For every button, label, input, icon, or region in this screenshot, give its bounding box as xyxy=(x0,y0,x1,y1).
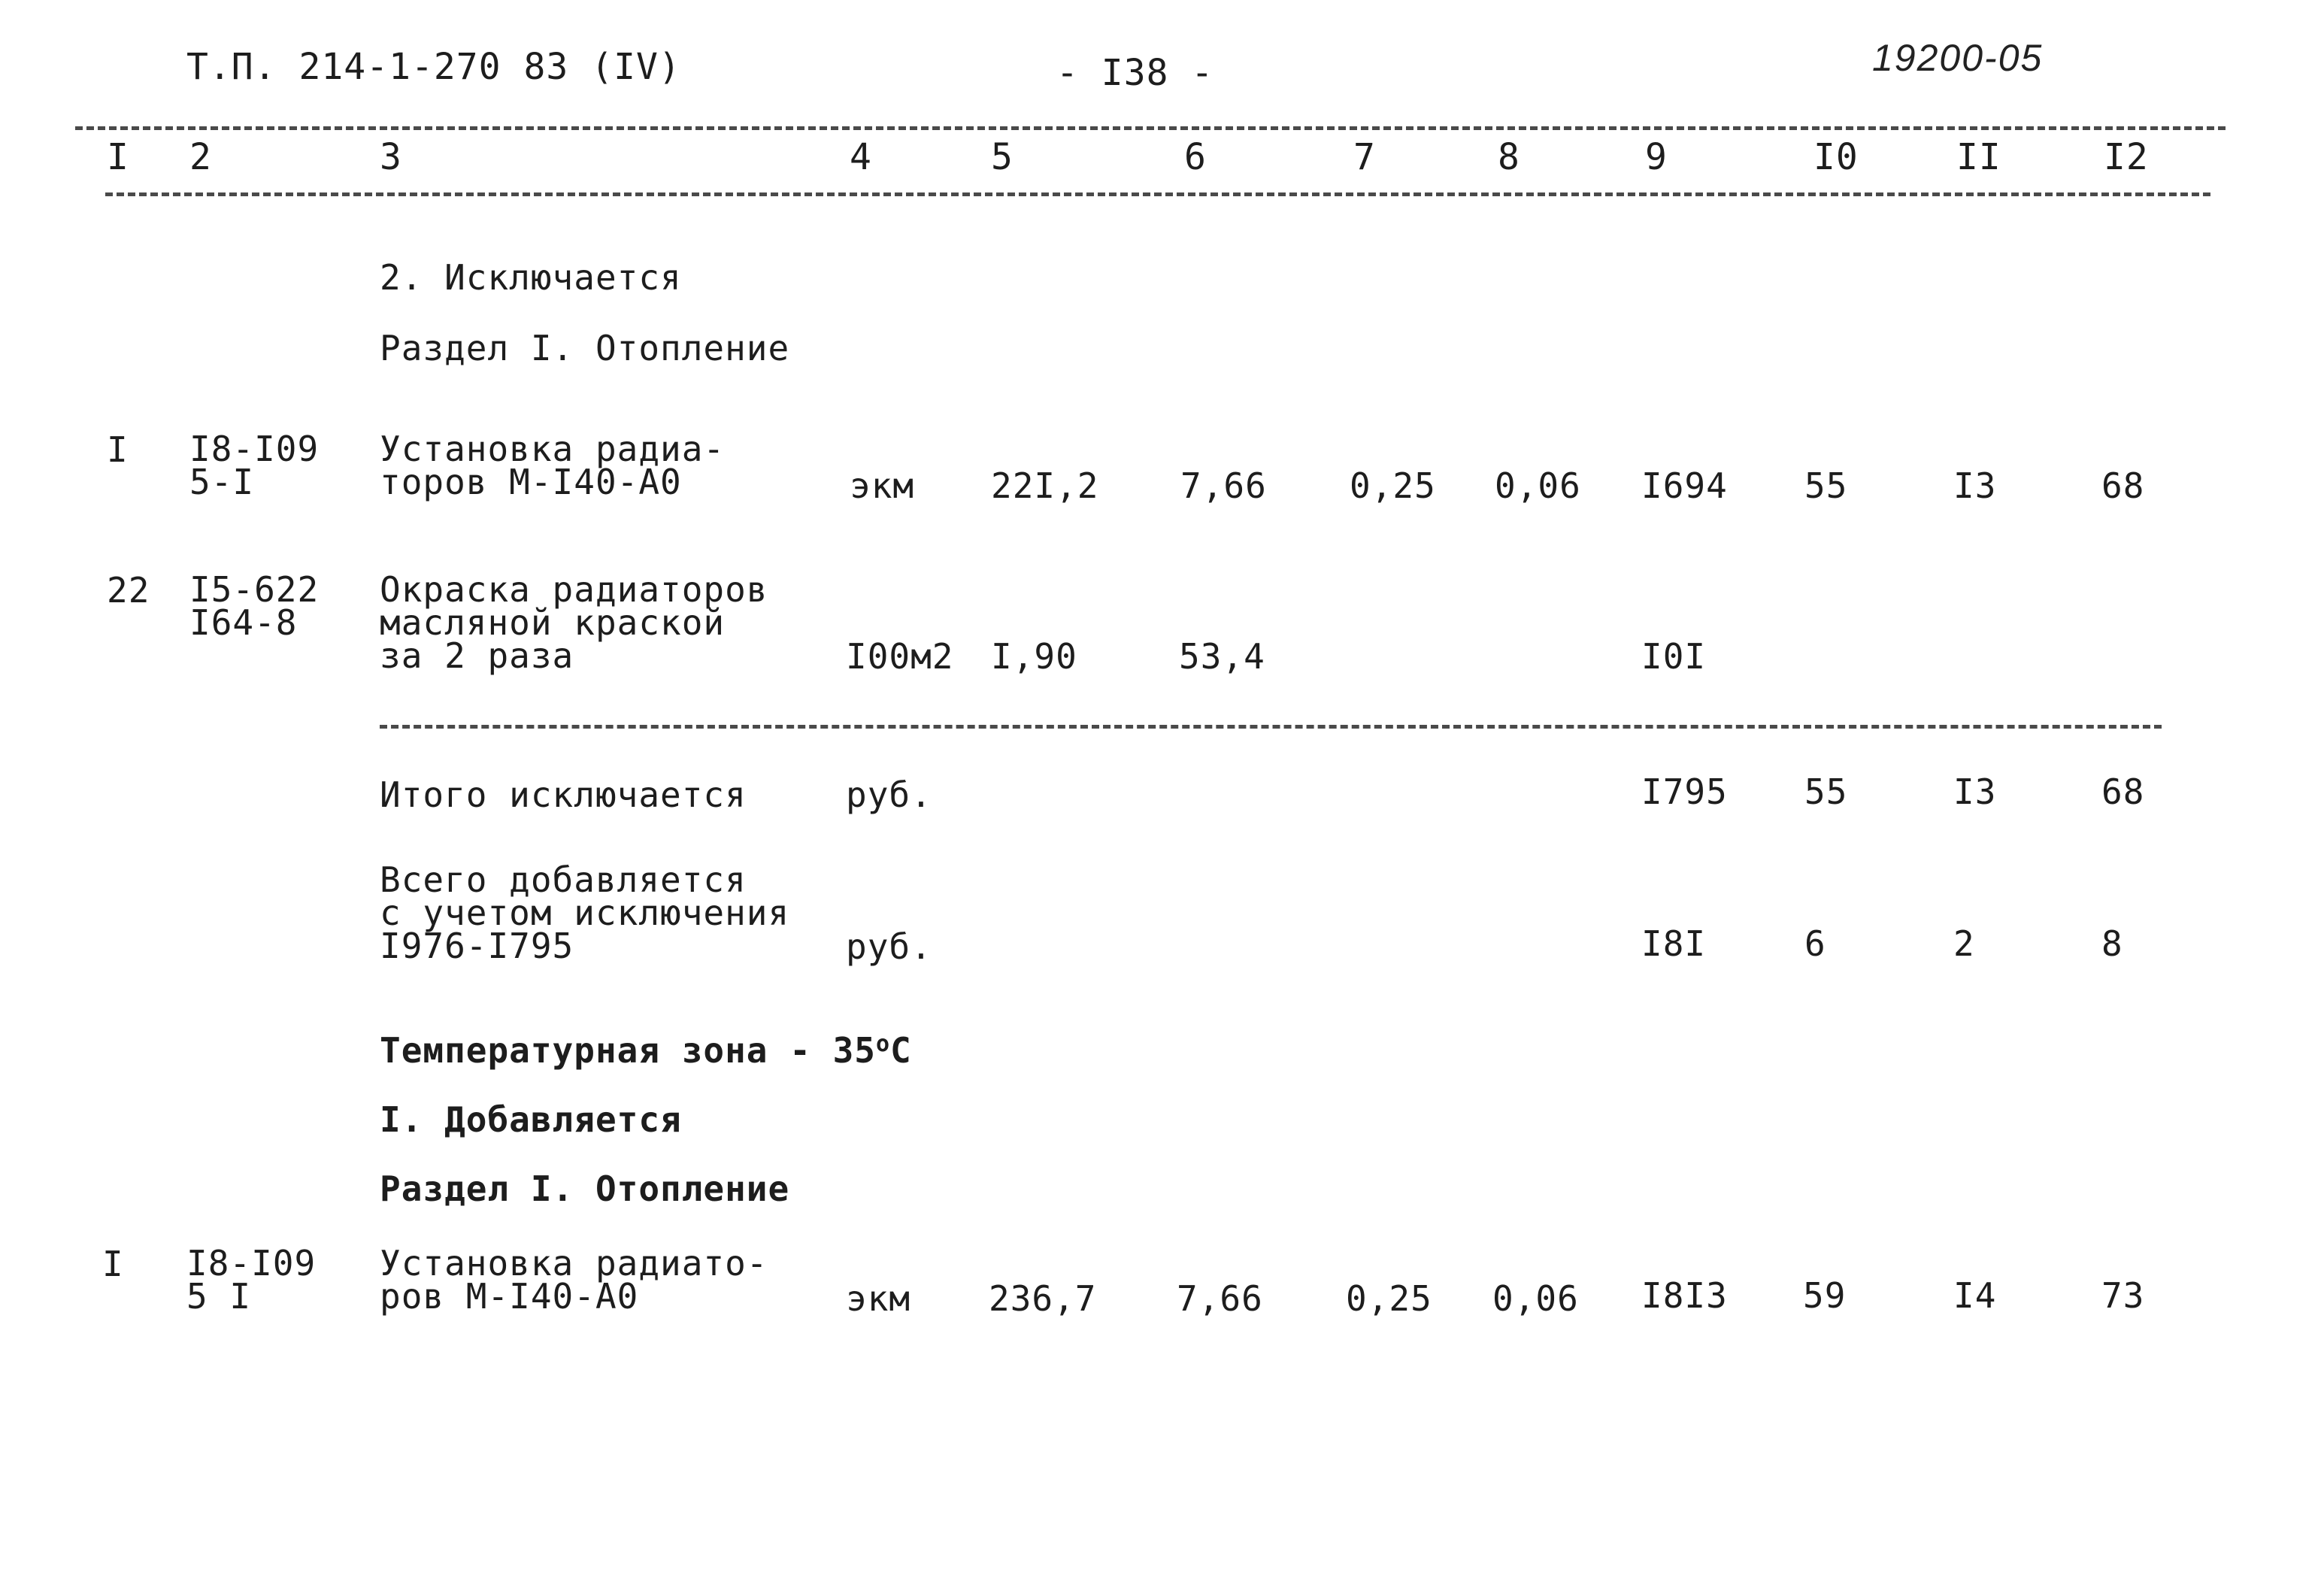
subtotal-rule xyxy=(380,725,2162,729)
column-header: 4 xyxy=(850,136,872,178)
unit: руб. xyxy=(846,774,932,815)
quantity: 236,7 xyxy=(989,1278,1097,1319)
col-7-value: 0,25 xyxy=(1346,1278,1432,1319)
header-bottom-rule xyxy=(105,192,2210,196)
column-header: I xyxy=(107,136,129,178)
row-number: 22 xyxy=(107,570,150,611)
temperature-zone-unit: C xyxy=(890,1030,912,1071)
column-header: I2 xyxy=(2104,136,2149,178)
excluded-heading: 2. Исключается xyxy=(380,257,682,298)
col-11-value: I4 xyxy=(1953,1275,1997,1316)
archive-number: 19200-05 xyxy=(1872,37,2044,79)
temperature-zone xyxy=(380,1030,912,1071)
col-12-value: 68 xyxy=(2101,771,2145,812)
column-header: II xyxy=(1956,136,2001,178)
norm-code: I8-I09 5 I xyxy=(186,1243,317,1317)
col-10-value: 55 xyxy=(1804,465,1848,506)
norm-code: I8-I09 5-I xyxy=(189,429,320,502)
col-10-value: 55 xyxy=(1804,771,1848,812)
subtotal-label: Итого исключается xyxy=(380,774,747,815)
unit-cost: 7,66 xyxy=(1180,465,1267,506)
excluded-section-title: Раздел I. Отопление xyxy=(380,328,790,368)
unit: экм xyxy=(850,465,915,506)
col-11-value: 2 xyxy=(1953,923,1975,964)
page-number: - I38 - xyxy=(1056,52,1214,94)
quantity: I,90 xyxy=(991,636,1077,677)
degree-mark: o xyxy=(875,1031,891,1057)
col-7-value: 0,25 xyxy=(1350,465,1436,506)
col-12-value: 68 xyxy=(2101,465,2145,506)
col-12-value: 73 xyxy=(2101,1275,2145,1316)
column-header: 5 xyxy=(991,136,1014,178)
quantity: 22I,2 xyxy=(991,465,1099,506)
unit: руб. xyxy=(846,926,932,967)
unit-cost: 7,66 xyxy=(1177,1278,1263,1319)
total-cost: I8I xyxy=(1641,923,1707,964)
total-cost: I694 xyxy=(1641,465,1728,506)
temperature-zone-label: Температурная зона - xyxy=(380,1030,811,1071)
row-number: I xyxy=(107,429,129,470)
temperature-zone-value: 35 xyxy=(832,1030,876,1071)
total-cost: I8I3 xyxy=(1641,1275,1728,1316)
column-header: 7 xyxy=(1353,136,1376,178)
column-header: 6 xyxy=(1184,136,1207,178)
unit: экм xyxy=(846,1278,911,1319)
norm-code: I5-622 I64-8 xyxy=(189,569,320,643)
work-description: Окраска радиаторов масляной краской за 2 раза xyxy=(380,569,768,676)
total-cost: I795 xyxy=(1641,771,1728,812)
added-heading: I. Добавляется xyxy=(380,1099,682,1140)
work-description: Установка радиа- торов М-I40-А0 xyxy=(380,429,726,502)
col-11-value: I3 xyxy=(1953,771,1997,812)
added-section-title: Раздел I. Отопление xyxy=(380,1168,790,1209)
column-header: 3 xyxy=(380,136,402,178)
col-12-value: 8 xyxy=(2101,923,2123,964)
column-header: I0 xyxy=(1813,136,1859,178)
unit-cost: 53,4 xyxy=(1179,636,1265,677)
document-code: Т.П. 214-1-270 83 (IV) xyxy=(186,46,681,88)
col-10-value: 6 xyxy=(1804,923,1826,964)
unit: I00м2 xyxy=(846,636,954,677)
column-header: 8 xyxy=(1498,136,1520,178)
col-8-value: 0,06 xyxy=(1495,465,1581,506)
column-header: 9 xyxy=(1645,136,1668,178)
col-10-value: 59 xyxy=(1803,1275,1847,1316)
column-header: 2 xyxy=(189,136,212,178)
total-label: Всего добавляется с учетом исключения I976-I795 xyxy=(380,859,790,966)
row-number: I xyxy=(102,1244,124,1284)
total-cost: I0I xyxy=(1641,636,1707,677)
header-top-rule xyxy=(75,126,2226,130)
col-11-value: I3 xyxy=(1953,465,1997,506)
work-description: Установка радиато- ров М-I40-А0 xyxy=(380,1243,768,1317)
col-8-value: 0,06 xyxy=(1492,1278,1579,1319)
